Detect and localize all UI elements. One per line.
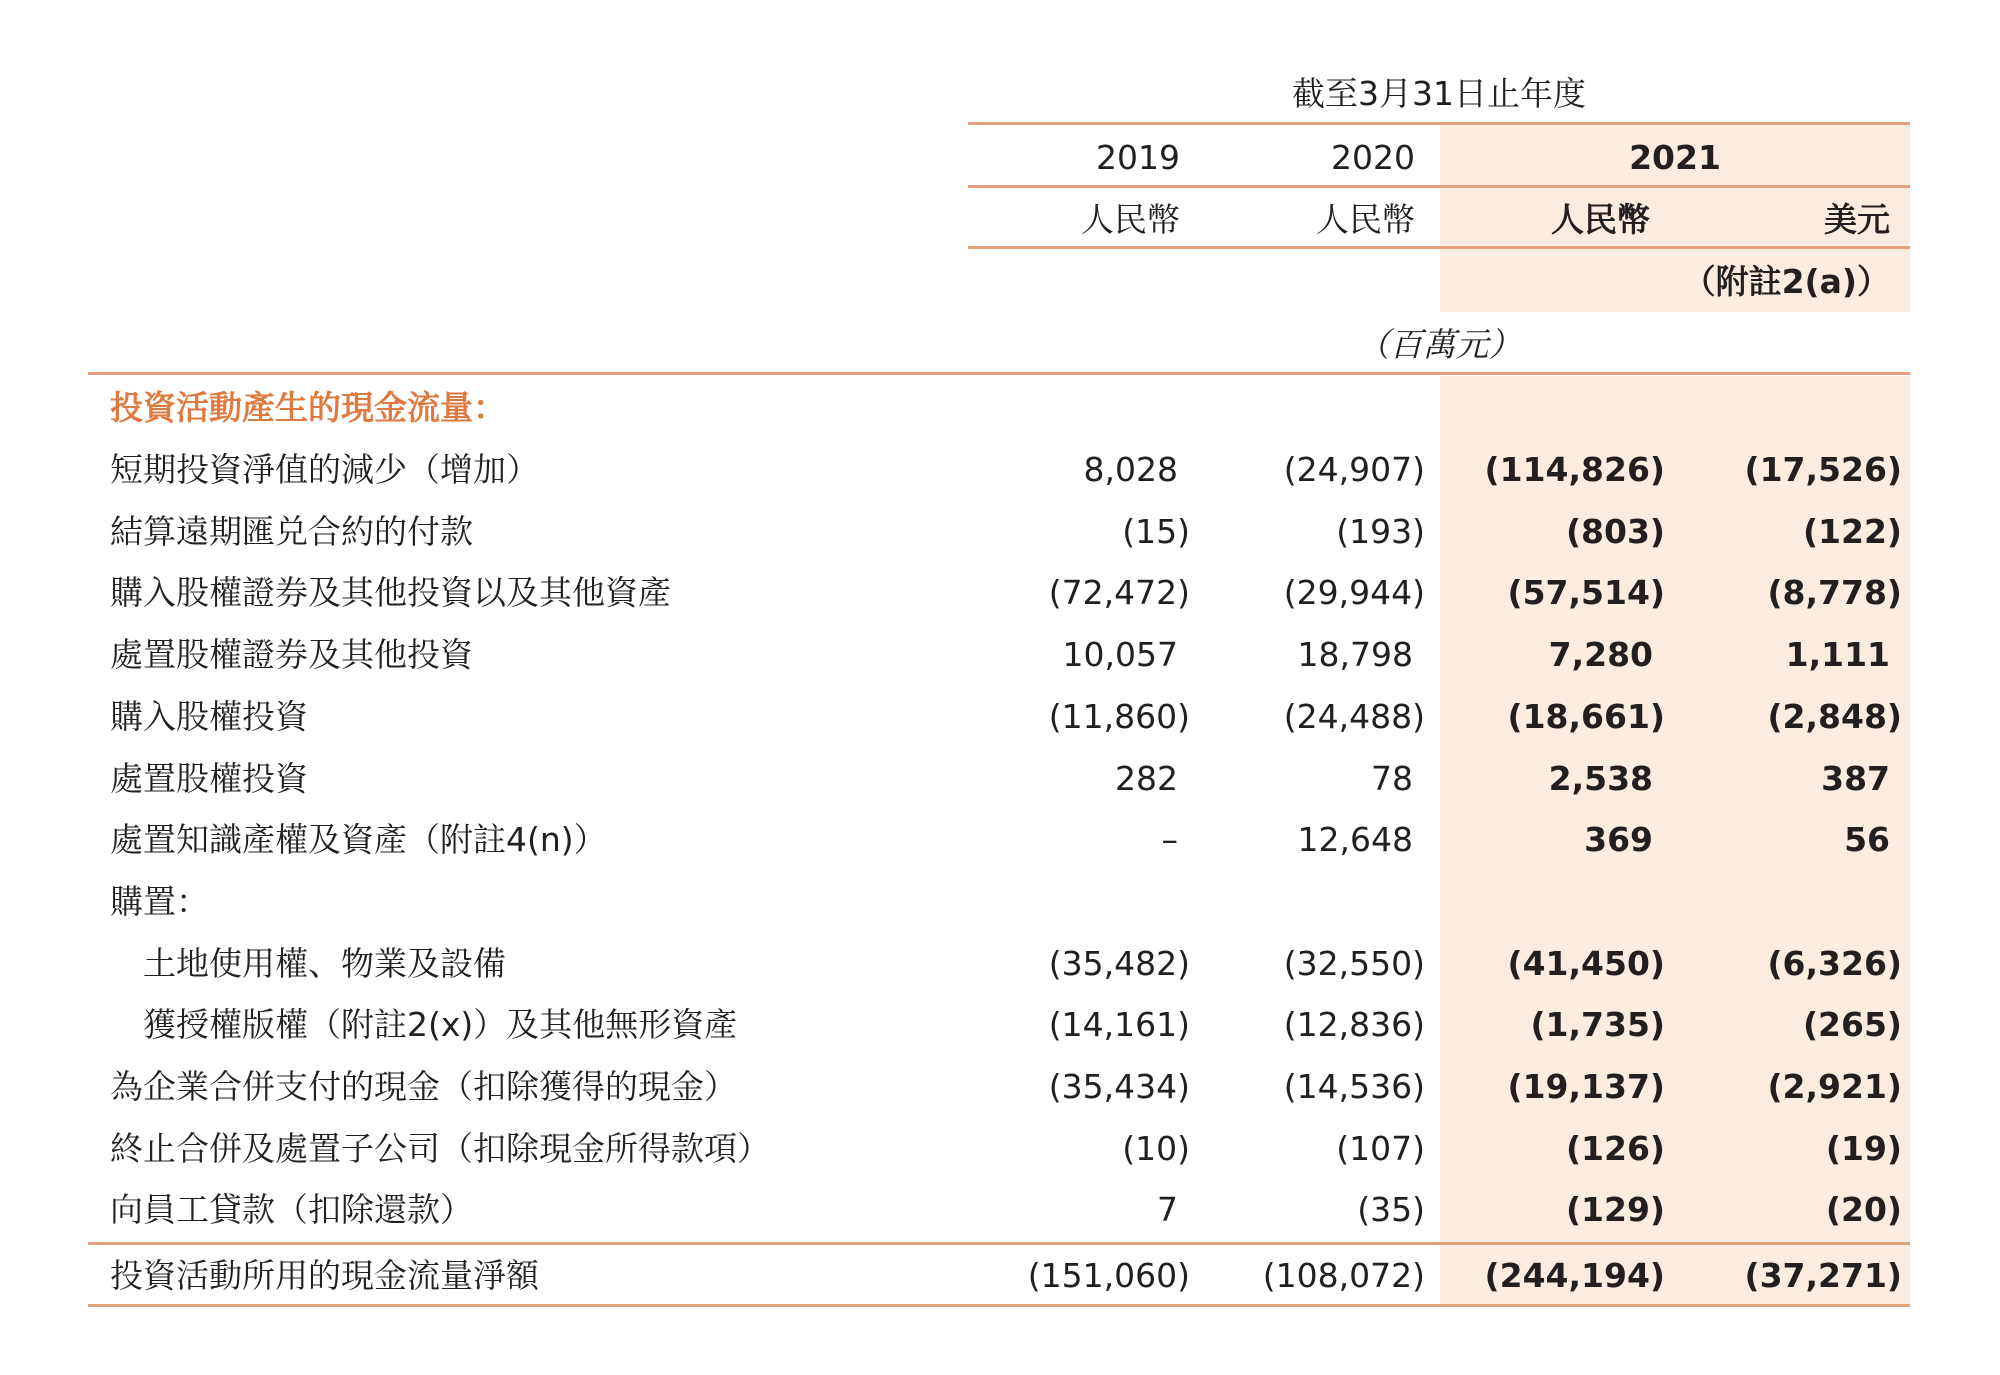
value-2021-rmb: (803) [1565, 512, 1665, 551]
year-2020: 2020 [1331, 138, 1415, 177]
value-2021-rmb: (126) [1565, 1129, 1665, 1168]
value-2021-usd: 387 [1821, 759, 1890, 798]
value-2021-rmb: 7,280 [1548, 635, 1653, 674]
value-2021-usd: 1,111 [1785, 635, 1890, 674]
year-2019: 2019 [1096, 138, 1180, 177]
value-2020: (107) [1336, 1129, 1425, 1168]
total-label: 投資活動所用的現金流量淨額 [110, 1256, 539, 1295]
value-2019: (15) [1122, 512, 1190, 551]
value-2021-usd: (17,526) [1744, 450, 1902, 489]
row-label: 購置： [110, 882, 209, 921]
value-2019: – [1161, 820, 1178, 859]
value-2019: 10,057 [1062, 635, 1178, 674]
section-title: 投資活動產生的現金流量： [110, 388, 506, 427]
header-rule-3 [968, 246, 1910, 249]
value-2021-usd: (265) [1802, 1005, 1902, 1044]
value-2021-rmb: (18,661) [1507, 697, 1665, 736]
value-2021-usd: (8,778) [1767, 573, 1902, 612]
value-2020: 78 [1371, 759, 1413, 798]
row-label: 購入股權證券及其他投資以及其他資產 [110, 573, 671, 612]
value-2019: (14,161) [1048, 1005, 1190, 1044]
value-2021-usd: (19) [1825, 1129, 1902, 1168]
value-2021-rmb: (57,514) [1507, 573, 1665, 612]
total-rule-bottom [88, 1304, 1910, 1307]
value-2019: (35,434) [1048, 1067, 1190, 1106]
header-rule-2 [968, 185, 1910, 188]
period-label: 截至3月31日止年度 [1292, 74, 1586, 113]
value-2020: (193) [1336, 512, 1425, 551]
value-2021-usd: (2,848) [1767, 697, 1902, 736]
value-2021-rmb: (129) [1565, 1190, 1665, 1229]
row-label: 為企業合併支付的現金（扣除獲得的現金） [110, 1067, 737, 1106]
value-2019: (72,472) [1048, 573, 1190, 612]
value-2020: 12,648 [1297, 820, 1413, 859]
value-2021-usd: 56 [1844, 820, 1890, 859]
value-2021-rmb: (114,826) [1484, 450, 1665, 489]
value-2021-rmb: 369 [1584, 820, 1653, 859]
value-2021-rmb: (1,735) [1530, 1005, 1665, 1044]
value-2021-rmb: (19,137) [1507, 1067, 1665, 1106]
row-label: 終止合併及處置子公司（扣除現金所得款項） [110, 1129, 770, 1168]
row-label: 處置知識產權及資產（附註4(n)） [110, 820, 607, 859]
row-label: 處置股權證券及其他投資 [110, 635, 473, 674]
value-2019: (35,482) [1048, 944, 1190, 983]
value-2020: (29,944) [1283, 573, 1425, 612]
currency-2019: 人民幣 [1081, 200, 1180, 239]
section-rule [88, 372, 1910, 375]
currency-2021-usd: 美元 [1824, 200, 1890, 239]
currency-2020: 人民幣 [1316, 200, 1415, 239]
row-label: 處置股權投資 [110, 759, 308, 798]
value-2020: (24,488) [1283, 697, 1425, 736]
row-label: 向員工貸款（扣除還款） [110, 1190, 473, 1229]
total-value-2021-usd: (37,271) [1744, 1256, 1902, 1295]
value-2021-rmb: 2,538 [1548, 759, 1653, 798]
value-2019: (11,860) [1048, 697, 1190, 736]
value-2019: 282 [1115, 759, 1178, 798]
total-value-2020: (108,072) [1262, 1256, 1425, 1295]
currency-2021-rmb: 人民幣 [1551, 200, 1650, 239]
value-2020: (24,907) [1283, 450, 1425, 489]
unit-label: （百萬元） [1356, 325, 1522, 364]
row-label: 獲授權版權（附註2(x)）及其他無形資產 [143, 1005, 738, 1044]
total-value-2021-rmb: (244,194) [1484, 1256, 1665, 1295]
value-2020: (14,536) [1283, 1067, 1425, 1106]
value-2020: (32,550) [1283, 944, 1425, 983]
year-2021: 2021 [1629, 138, 1721, 177]
value-2021-usd: (6,326) [1767, 944, 1902, 983]
note-label: （附註2(a)） [1682, 262, 1890, 301]
value-2021-usd: (122) [1802, 512, 1902, 551]
value-2019: 8,028 [1083, 450, 1178, 489]
value-2021-usd: (2,921) [1767, 1067, 1902, 1106]
total-value-2019: (151,060) [1027, 1256, 1190, 1295]
value-2019: 7 [1157, 1190, 1178, 1229]
total-rule-top [88, 1242, 1910, 1245]
value-2021-usd: (20) [1825, 1190, 1902, 1229]
value-2020: (35) [1357, 1190, 1425, 1229]
value-2021-rmb: (41,450) [1507, 944, 1665, 983]
row-label: 結算遠期匯兑合約的付款 [110, 512, 473, 551]
row-label: 土地使用權、物業及設備 [143, 944, 506, 983]
value-2020: (12,836) [1283, 1005, 1425, 1044]
row-label: 購入股權投資 [110, 697, 308, 736]
value-2020: 18,798 [1297, 635, 1413, 674]
row-label: 短期投資淨值的減少（增加） [110, 450, 539, 489]
value-2019: (10) [1122, 1129, 1190, 1168]
header-rule-1 [968, 122, 1910, 125]
